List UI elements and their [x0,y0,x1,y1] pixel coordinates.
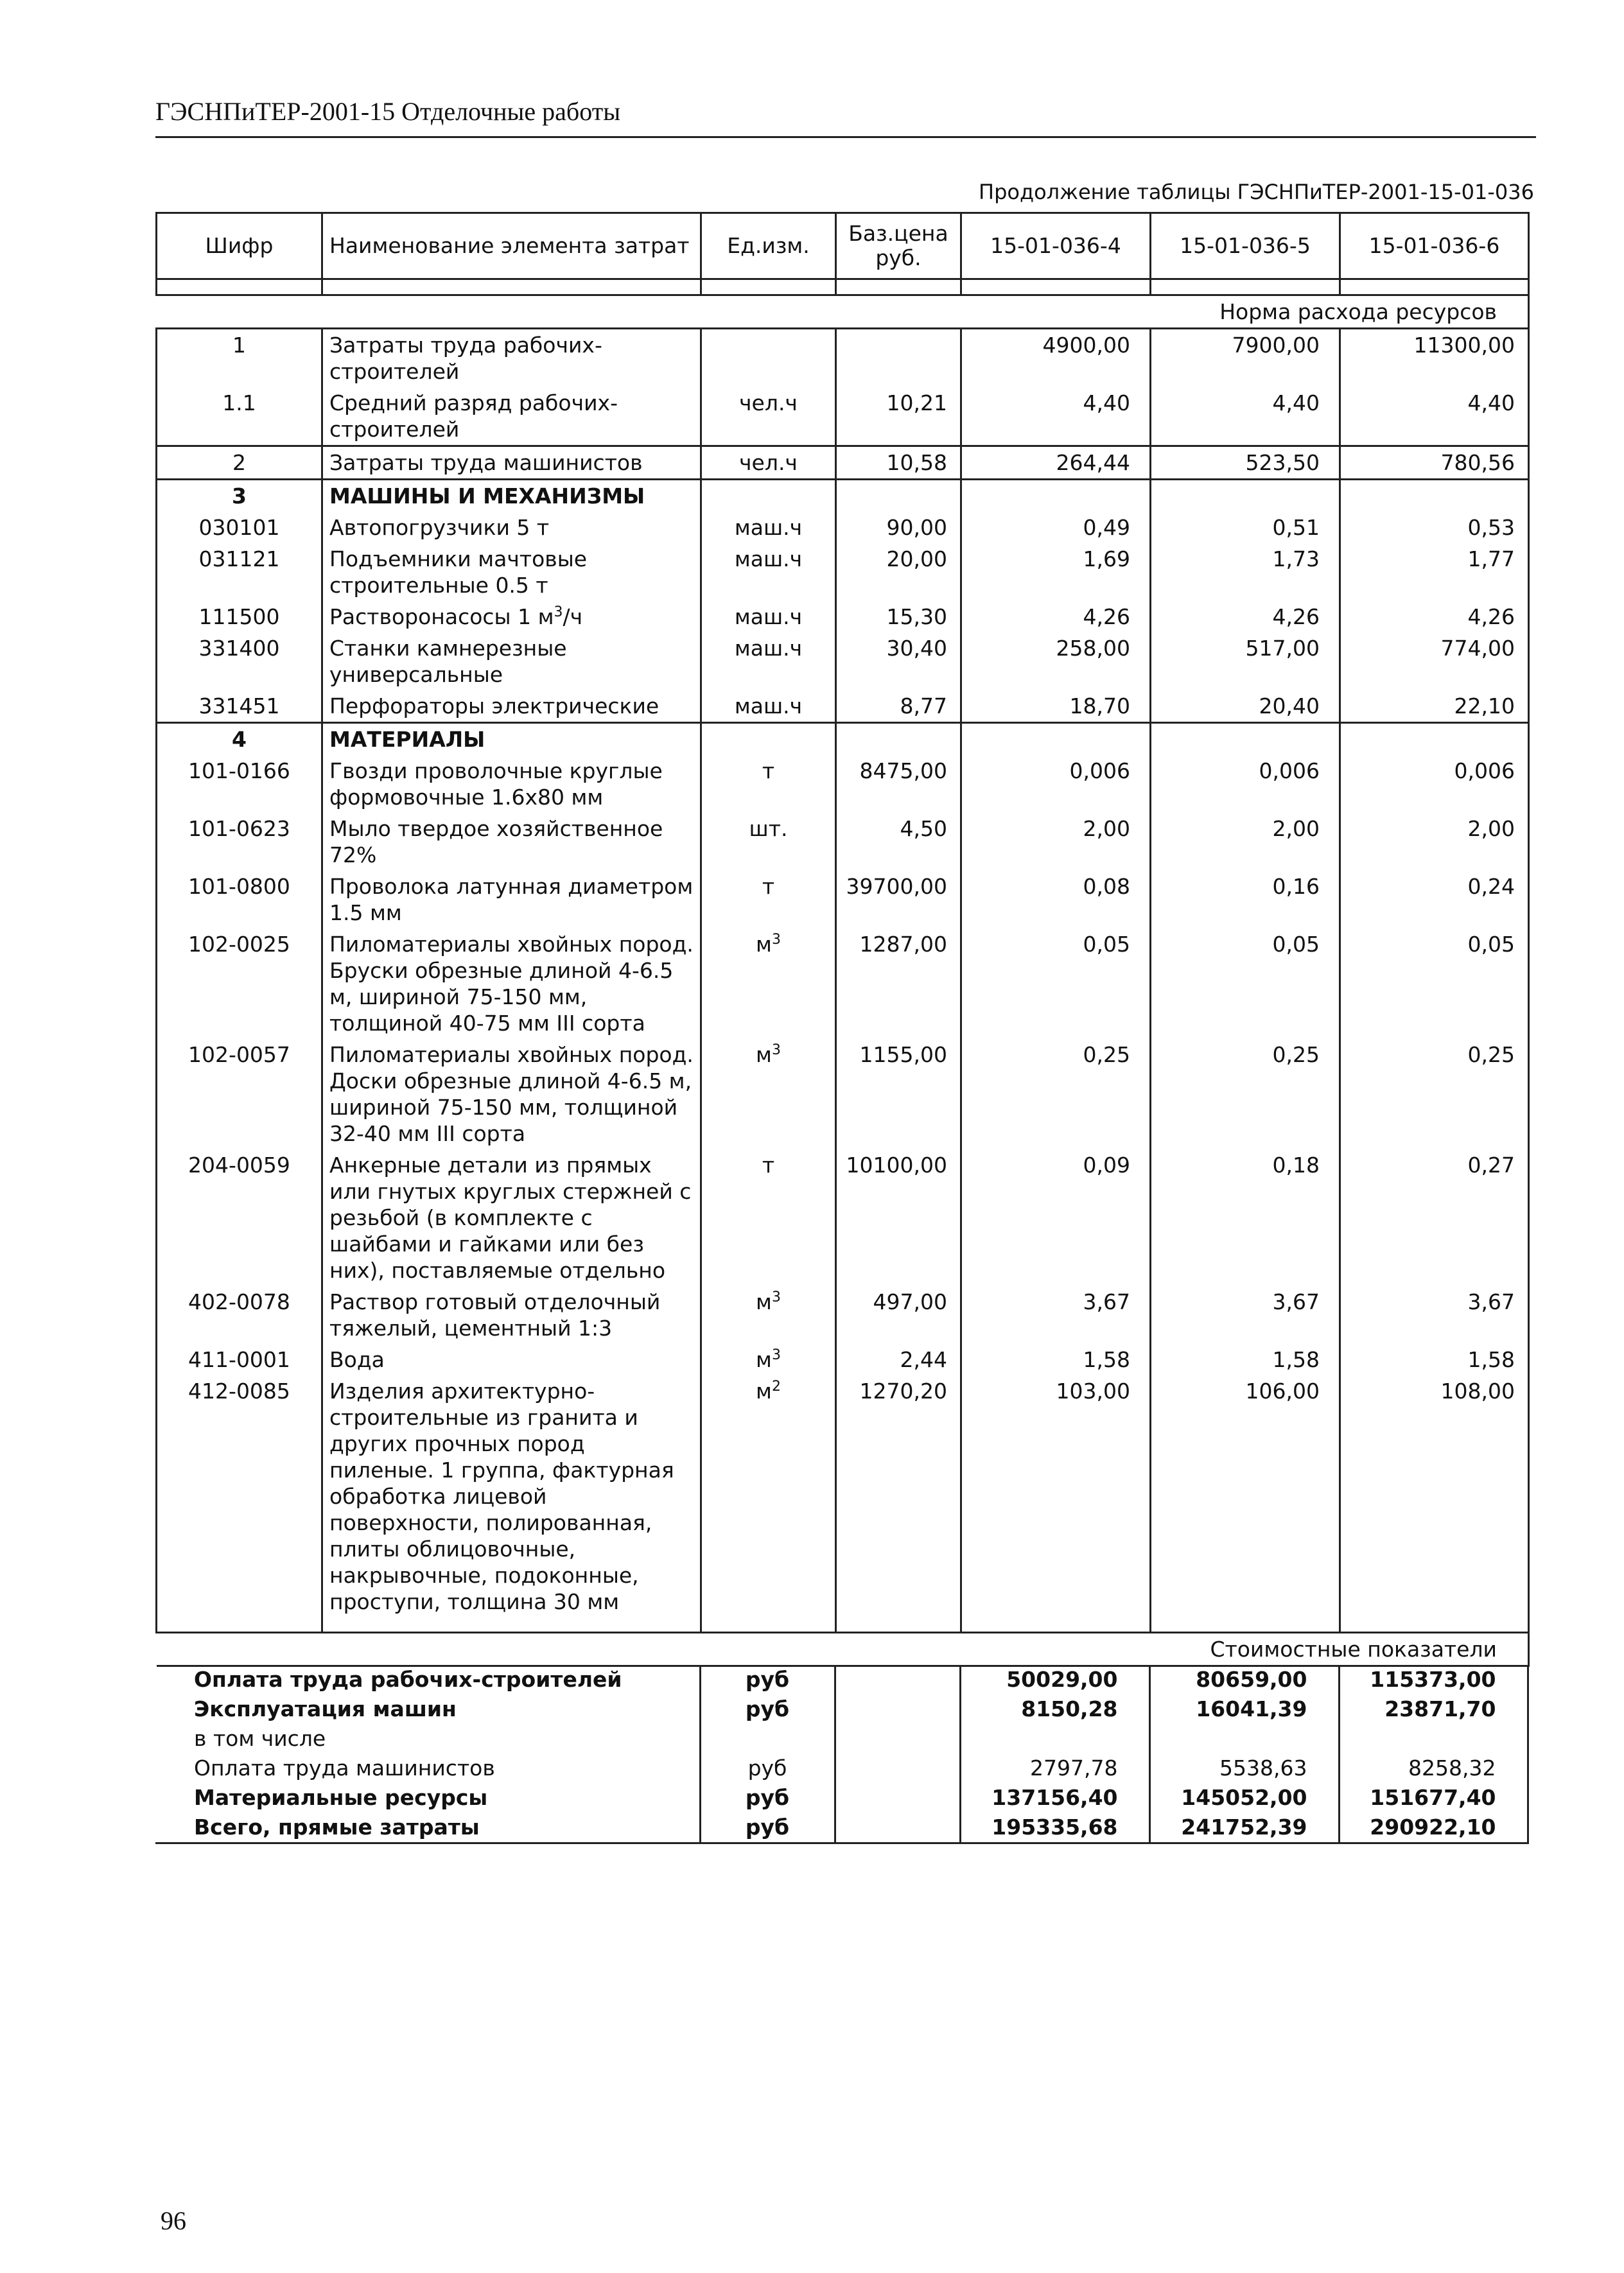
table-row: 101-0800 Проволока латунная диаметром 1.5 мм т 39700,00 0,08 0,16 0,24 [157,871,1529,928]
table-row: 331451 Перфораторы электрические маш.ч 8,77 18,70 20,40 22,10 [157,690,1529,723]
section-row: 4 МАТЕРИАЛЫ [157,723,1529,756]
table-row: 402-0078 Раствор готовый отделочный тяжелый, цементный 1:3 $м^3$ 497,00 3,67 3,67 3,67 [157,1286,1529,1344]
header-rule [155,136,1536,138]
col-header-norm-6: 15-01-036-6 [1340,213,1529,279]
table-row: 331400 Станки камнерезные универсальные маш.ч 30,40 258,00 517,00 774,00 [157,632,1529,690]
table-row: 030101 Автопогрузчики 5 т маш.ч 90,00 0,49 0,51 0,53 [157,512,1529,543]
table-row: 102-0057 Пиломатериалы хвойных пород. Доски обрезные длиной 4-6.5 м, шириной 75-150 мм, толщиной 32-40 мм III сорта $м^3$ 1155,00 0,25 0,25 0,25 [157,1039,1529,1149]
col-header-norm-5: 15-01-036-5 [1151,213,1340,279]
col-header-price: Баз.цена руб. [836,213,961,279]
col-header-code: Шифр [157,213,322,279]
table-row: 2 Затраты труда машинистов чел.ч 10,58 264,44 523,50 780,56 [157,446,1529,480]
running-title: ГЭСНПиТЕР-2001-15 Отделочные работы [155,97,621,126]
table-row: 1.1 Средний разряд рабочих-строителей чел.ч 10,21 4,40 4,40 4,40 [157,387,1529,446]
section-row: 3 МАШИНЫ И МЕХАНИЗМЫ [157,480,1529,512]
stoim-label: Стоимостные показатели [157,1633,1529,1666]
table-header-row [157,213,1529,279]
norma-label: Норма расхода ресурсов [157,295,1529,329]
col-header-norm-4: 15-01-036-4 [961,213,1151,279]
totals-row: Материальные ресурсы руб 137156,40 145052,00 151677,40 [155,1783,1528,1813]
table-row: 1 Затраты труда рабочих-строителей 4900,00 7900,00 11300,00 [157,329,1529,388]
table-row: 111500 Растворонасосы 1 $м^3/ч$ маш.ч 15,30 4,26 4,26 4,26 [157,601,1529,632]
col-header-unit: Ед.изм. [701,213,836,279]
table-row: 101-0623 Мыло твердое хозяйственное 72% шт. 4,50 2,00 2,00 2,00 [157,813,1529,871]
table-row: 204-0059 Анкерные детали из прямых или гнутых круглых стержней с резьбой (в комплекте с шайбами и гайками или без них), поставляемые отдельно т 10100,00 0,09 0,18 0,27 [157,1149,1529,1286]
table-continuation-label: Продолжение таблицы ГЭСНПиТЕР-2001-15-01-036 [979,180,1534,204]
stoim-label-row [157,1633,1529,1666]
totals-row: Оплата труда машинистов руб 2797,78 5538,63 8258,32 [155,1754,1528,1783]
resource-table [155,212,1530,1667]
table-row: 102-0025 Пиломатериалы хвойных пород. Бруски обрезные длиной 4-6.5 м, шириной 75-150 мм, толщиной 40-75 мм III сорта $м^3$ 1287,00 0,05 0,05 0,05 [157,928,1529,1039]
totals-row: Эксплуатация машин руб 8150,28 16041,39 23871,70 [155,1694,1528,1724]
table-row: 412-0085 Изделия архитектурно-строительные из гранита и других прочных пород пиленые. 1 группа, фактурная обработка лицевой поверхности, полированная, плиты облицовочные, накрывочные, подоконные, проступи, толщина 30 мм $м^2$ 1270,20 103,00 106,00 108,00 [157,1375,1529,1617]
totals-table [155,1665,1529,1844]
table-row: 101-0166 Гвозди проволочные круглые формовочные 1.6х80 мм т 8475,00 0,006 0,006 0,006 [157,755,1529,813]
col-header-name: Наименование элемента затрат [322,213,701,279]
totals-row: в том числе [155,1724,1528,1754]
table-row: 411-0001 Вода $м^3$ 2,44 1,58 1,58 1,58 [157,1344,1529,1375]
table-row: 031121 Подъемники мачтовые строительные 0.5 т маш.ч 20,00 1,69 1,73 1,77 [157,543,1529,601]
page-number: 96 [161,2206,186,2235]
totals-row: Оплата труда рабочих-строителей руб 50029,00 80659,00 115373,00 [155,1665,1528,1694]
norma-label-row [157,295,1529,329]
totals-row: Всего, прямые затраты руб 195335,68 241752,39 290922,10 [155,1813,1528,1843]
